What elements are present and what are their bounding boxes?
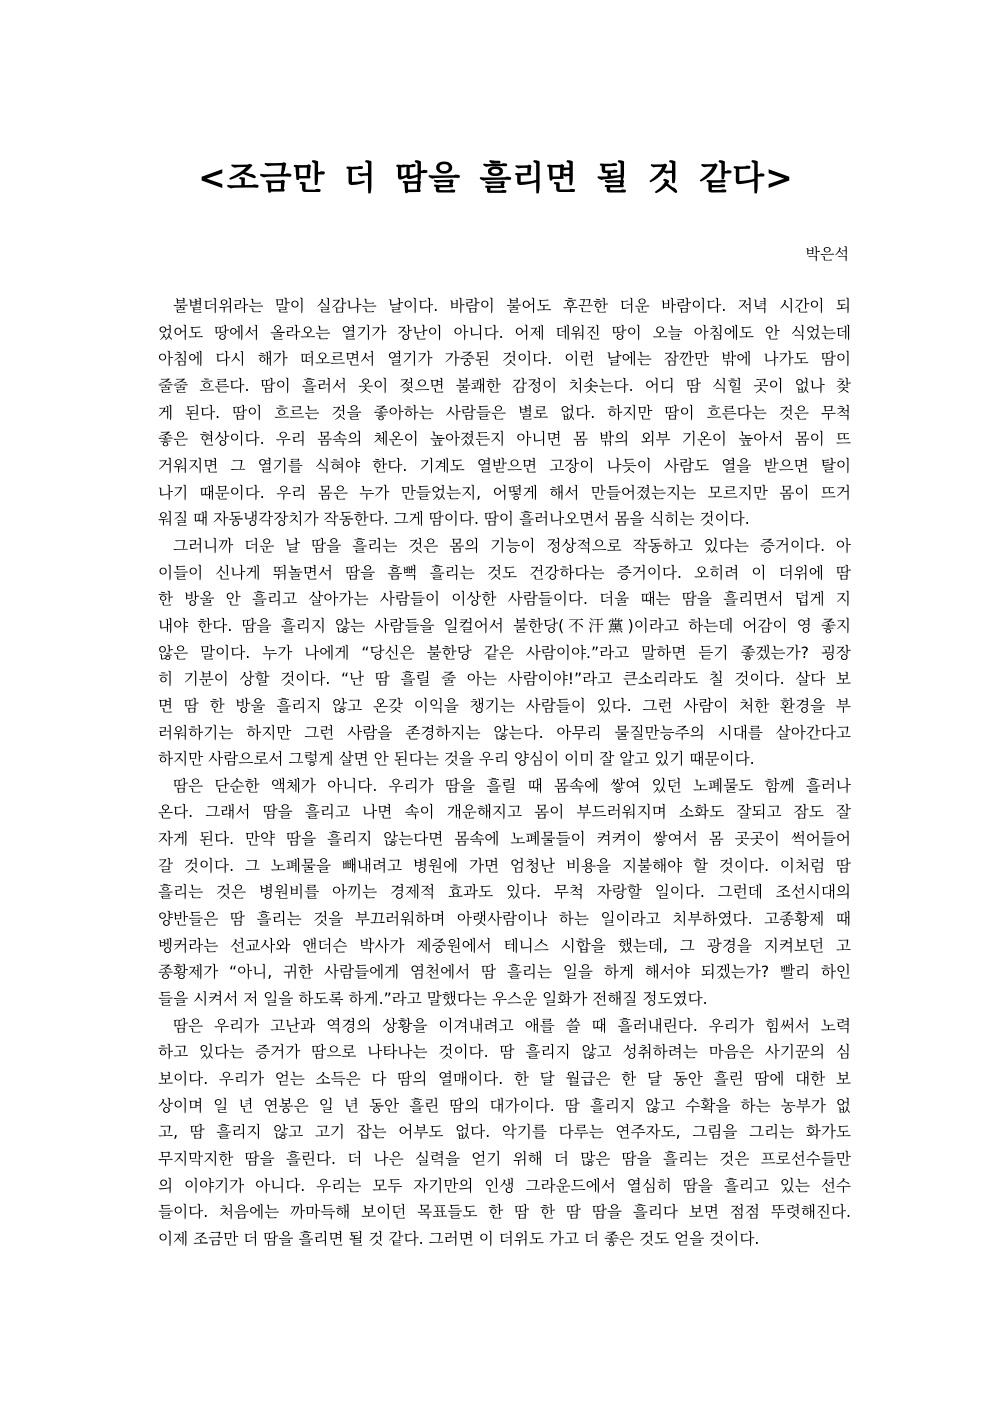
text-line: 었어도 땅에서 올라오는 열기가 장난이 아니다. 어제 데워진 땅이 오늘 아침에도 안 식었는데 [158, 323, 851, 342]
text-line: 의 이야기가 아니다. 우리는 모두 자기만의 인생 그라운드에서 열심히 땀을 흘리고 있는 선수 [158, 1176, 851, 1195]
text-line: 이제 조금만 더 땀을 흘리면 될 것 같다. 그러면 이 더위도 가고 더 좋은 것도 얻을 것이다. [158, 1229, 760, 1248]
text-line: 면 땀 한 방울 흘리지 않고 온갖 이익을 챙기는 사람들이 있다. 그런 사람이 처한 환경을 부 [158, 696, 851, 715]
paragraph-4 [143, 1013, 851, 1253]
document-title: <조금만 더 땀을 흘리면 될 것 같다> [198, 158, 794, 197]
text-line: 그러니까 더운 날 땀을 흘리는 것은 몸의 기능이 정상적으로 작동하고 있다는 증거이다. 아 [173, 536, 851, 555]
text-line: 하지만 사람으로서 그렇게 살면 안 된다는 것을 우리 양심이 이미 잘 알고 있기 때문이다. [158, 750, 755, 769]
text-line: 자게 된다. 만약 땀을 흘리지 않는다면 몸속에 노폐물들이 켜켜이 쌓여서 몸 곳곳이 썩어들어 [158, 830, 851, 849]
text-line: 하고 있다는 증거가 땀으로 나타나는 것이다. 땀 흘리지 않고 성취하려는 마음은 사기꾼의 심 [158, 1043, 851, 1062]
text-line: 거워지면 그 열기를 식혀야 한다. 기계도 열받으면 고장이 나듯이 사람도 열을 받으면 탈이 [158, 456, 851, 475]
text-line: 양반들은 땀 흘리는 것을 부끄러워하며 아랫사람이나 하는 일이라고 치부하였다. 고종황제 때 [158, 910, 851, 929]
text-line: 좋은 현상이다. 우리 몸속의 체온이 높아졌든지 아니면 몸 밖의 외부 기온이 높아서 몸이 뜨 [158, 430, 851, 449]
document-body [143, 293, 851, 1253]
text-line: 내야 한다. 땀을 흘리지 않는 사람들을 일컬어서 불한당(不汗黨)이라고 하는데 어감이 영 좋지 [158, 616, 851, 635]
text-line: 줄줄 흐른다. 땀이 흘러서 옷이 젖으면 불쾌한 감정이 치솟는다. 어디 땀 식힐 곳이 없나 찾 [158, 376, 851, 395]
text-line: 땀은 단순한 액체가 아니다. 우리가 땀을 흘릴 때 몸속에 쌓여 있던 노폐물도 함께 흘러나 [173, 776, 851, 795]
text-line: 히 기분이 상할 것이다. “난 땀 흘릴 줄 아는 사람이야!”라고 큰소리라도 칠 것이다. 살다 보 [158, 670, 851, 689]
text-line: 벵커라는 선교사와 앤더슨 박사가 제중원에서 테니스 시합을 했는데, 그 광경을 지켜보던 고 [158, 936, 851, 955]
text-line: 고, 땀 흘리지 않고 고기 잡는 어부도 없다. 악기를 다루는 연주자도, 그림을 그리는 화가도 [158, 1123, 851, 1142]
text-line: 흘리는 것은 병원비를 아끼는 경제적 효과도 있다. 무척 자랑할 일이다. 그런데 조선시대의 [158, 883, 851, 902]
paragraph-2 [143, 533, 851, 773]
text-line: 상이며 일 년 연봉은 일 년 동안 흘린 땀의 대가이다. 땀 흘리지 않고 수확을 하는 농부가 없 [158, 1096, 851, 1115]
paragraph-3 [143, 773, 851, 1013]
text-line: 않은 말이다. 누가 나에게 “당신은 불한당 같은 사람이야.”라고 말하면 듣기 좋겠는가? 굉장 [158, 643, 851, 662]
text-line: 이들이 신나게 뛰놀면서 땀을 흠뻑 흘리는 것도 건강하다는 증거이다. 오히려 이 더위에 땀 [158, 563, 851, 582]
text-line: 러워하기는 하지만 그런 사람을 존경하지는 않는다. 아무리 물질만능주의 시대를 살아간다고 [158, 723, 851, 742]
text-line: 한 방울 안 흘리고 살아가는 사람들이 이상한 사람들이다. 더울 때는 땀을 흘리면서 덥게 지 [158, 590, 851, 609]
text-line: 온다. 그래서 땀을 흘리고 나면 속이 개운해지고 몸이 부드러워지며 소화도 잘되고 잠도 잘 [158, 803, 851, 822]
text-line: 들을 시켜서 저 일을 하도록 하게.”라고 말했다는 우스운 일화가 전해질 정도였다. [158, 990, 708, 1009]
text-line: 갈 것이다. 그 노폐물을 빼내려고 병원에 가면 엄청난 비용을 지불해야 할 것이다. 이처럼 땀 [158, 856, 851, 875]
text-line: 무지막지한 땀을 흘린다. 더 나은 실력을 얻기 위해 더 많은 땀을 흘리는 것은 프로선수들만 [158, 1150, 851, 1168]
text-line: 아침에 다시 해가 떠오르면서 열기가 가중된 것이다. 이런 날에는 잠깐만 밖에 나가도 땀이 [158, 350, 851, 369]
text-line: 불볕더위라는 말이 실감나는 날이다. 바람이 불어도 후끈한 더운 바람이다. 저녁 시간이 되 [173, 297, 851, 315]
text-line: 게 된다. 땀이 흐르는 것을 좋아하는 사람들은 별로 없다. 하지만 땀이 흐른다는 것은 무척 [158, 403, 851, 422]
text-line: 땀은 우리가 고난과 역경의 상황을 이겨내려고 애를 쓸 때 흘러내린다. 우리가 힘써서 노력 [173, 1016, 851, 1035]
author-name: 박은석 [805, 245, 849, 263]
paragraph-1 [143, 293, 851, 533]
text-line: 나기 때문이다. 우리 몸은 누가 만들었는지, 어떻게 해서 만들어졌는지는 모르지만 몸이 뜨거 [158, 483, 851, 502]
text-line: 워질 때 자동냉각장치가 작동한다. 그게 땀이다. 땀이 흘러나오면서 몸을 식히는 것이다. [158, 510, 750, 529]
text-line: 종황제가 “아니, 귀한 사람들에게 염천에서 땀 흘리는 일을 하게 해서야 되겠는가? 빨리 하인 [158, 963, 851, 982]
text-line: 보이다. 우리가 얻는 소득은 다 땀의 열매이다. 한 달 월급은 한 달 동안 흘린 땀에 대한 보 [158, 1070, 851, 1089]
text-line: 들이다. 처음에는 까마득해 보이던 목표들도 한 땀 한 땀 땀을 흘리다 보면 점점 뚜렷해진다. [158, 1203, 851, 1222]
